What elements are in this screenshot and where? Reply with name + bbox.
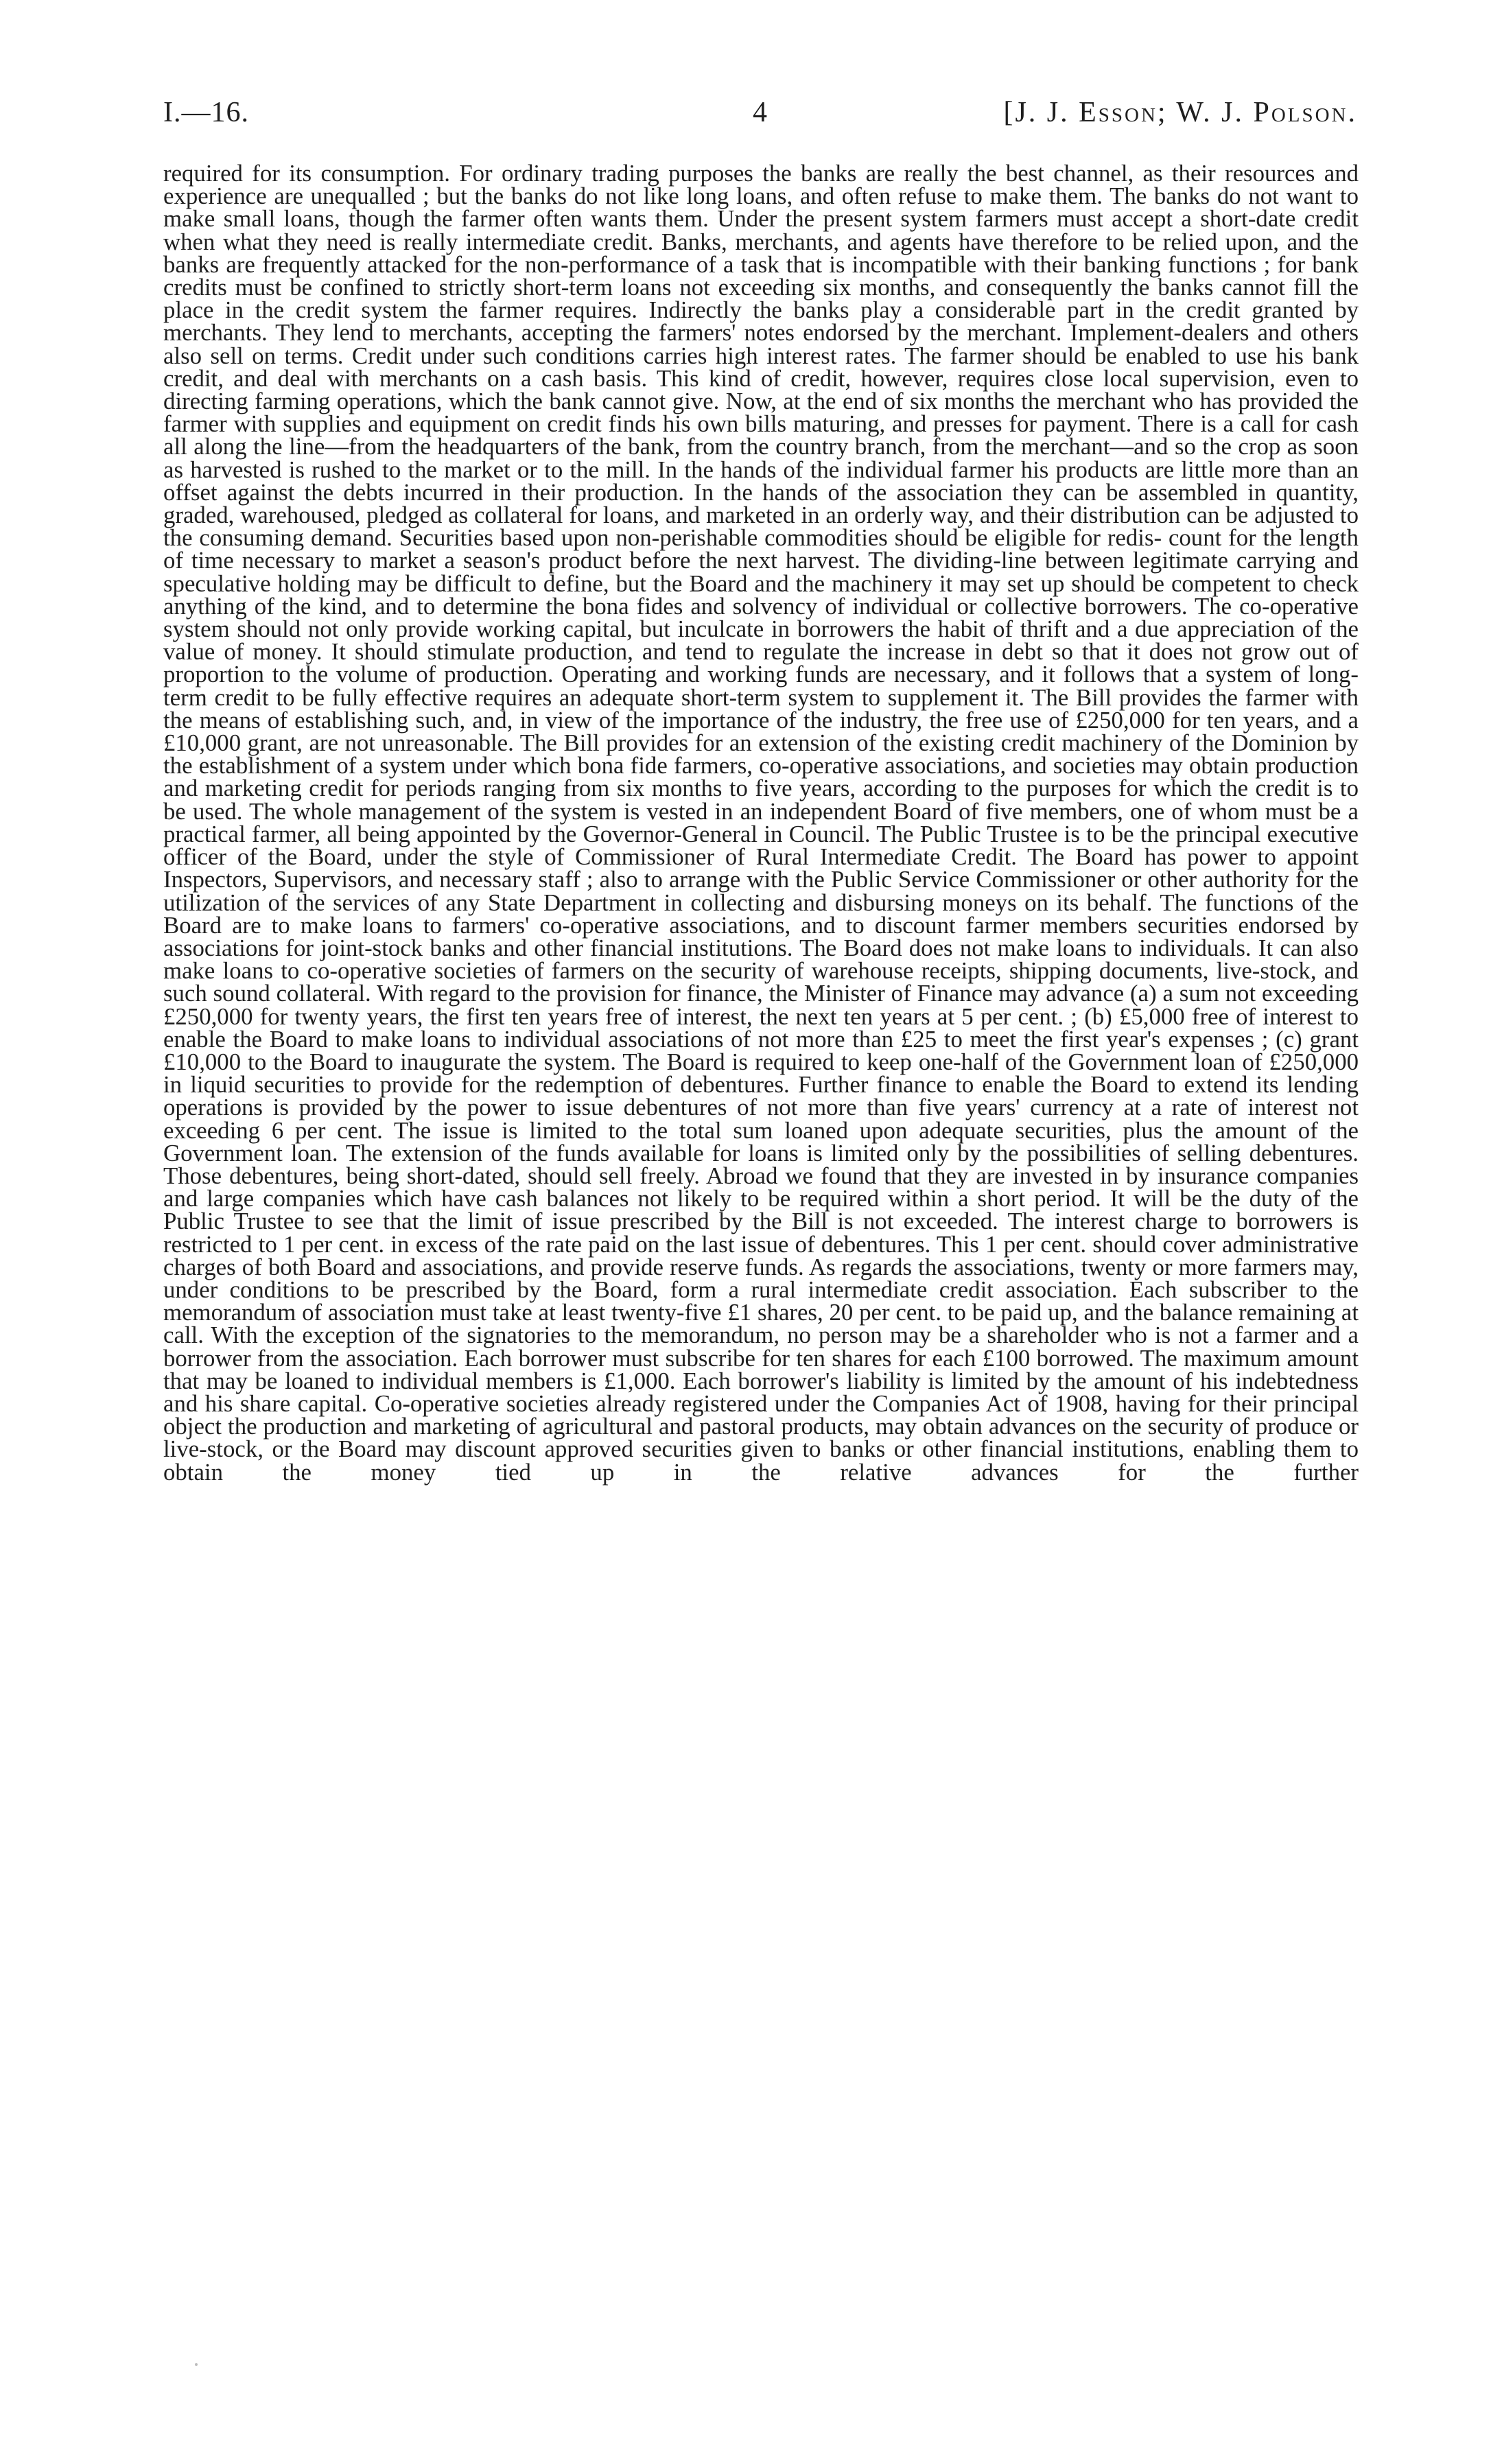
- document-reference: I.—16.: [163, 97, 249, 128]
- page-speck: [195, 2363, 198, 2366]
- page-header: [163, 96, 1357, 137]
- authors: [J. J. Esson; W. J. Polson.: [1003, 97, 1357, 128]
- page-number: 4: [753, 97, 768, 128]
- body-paragraph: required for its consumption. For ordinary trading purposes the banks are really the best channel, as their resources and experience are unequalled ; but the banks do not like long loans, and often refuse to make them. The banks do not want to make small loans, though the farmer often wants them. Under the present system farmers must accept a short-date credit when what they need is really intermediate credit. Banks, merchants, and agents have therefore to be relied upon, and the banks are frequently attacked for the non-performance of a task that is incompatible with their banking functions ; for bank credits must be confined to strictly short-term loans not exceeding six months, and consequently the banks cannot fill the place in the credit system the farmer requires. Indirectly the banks play a considerable part in the credit granted by merchants. They lend to merchants, accepting the farmers' notes endorsed by the merchant. Implement-dealers and others also sell on terms. Credit under such conditions carries high interest rates. The farmer should be enabled to use his bank credit, and deal with merchants on a cash basis. This kind of credit, however, requires close local supervision, even to directing farming operations, which the bank cannot give. Now, at the end of six months the merchant who has provided the farmer with supplies and equipment on credit finds his own bills maturing, and presses for payment. There is a call for cash all along the line—from the headquarters of the bank, from the country branch, from the merchant—and so the crop as soon as harvested is rushed to the market or to the mill. In the hands of the individual farmer his products are little more than an offset against the debts incurred in their production. In the hands of the association they can be assembled in quantity, graded, warehoused, pledged as collateral for loans, and marketed in an orderly way, and their distribution can be adjusted to the consuming demand. Securities based upon non-perishable commodities should be eligible for redis- count for the length of time necessary to market a season's product before the next harvest. The dividing-line between legitimate carrying and speculative holding may be difficult to define, but the Board and the machinery it may set up should be competent to check anything of the kind, and to determine the bona fides and solvency of individual or collective borrowers. The co-operative system should not only provide working capital, but inculcate in borrowers the habit of thrift and a due appreciation of the value of money. It should stimulate production, and tend to regulate the increase in debt so that it does not grow out of proportion to the volume of production. Operating and working funds are necessary, and it follows that a system of long-term credit to be fully effective requires an adequate short-term system to supplement it. The Bill provides the farmer with the means of establishing such, and, in view of the importance of the industry, the free use of £250,000 for ten years, and a £10,000 grant, are not unreasonable. The Bill provides for an extension of the existing credit machinery of the Dominion by the establishment of a system under which bona fide farmers, co-operative associations, and societies may obtain production and marketing credit for periods ranging from six months to five years, according to the purposes for which the credit is to be used. The whole management of the system is vested in an independent Board of five members, one of whom must be a practical farmer, all being appointed by the Governor-General in Council. The Public Trustee is to be the principal executive officer of the Board, under the style of Commissioner of Rural Intermediate Credit. The Board has power to appoint Inspectors, Supervisors, and necessary staff ; also to arrange with the Public Service Commissioner or other authority for the utilization of the services of any State Department in collecting and disbursing moneys on its behalf. The functions of the Board are to make loans to farmers' co-operative associations, and to discount farmer members securities endorsed by associations for joint-stock banks and other financial institutions. The Board does not make loans to individuals. It can also make loans to co-operative societies of farmers on the security of warehouse receipts, shipping documents, live-stock, and such sound collateral. With regard to the provision for finance, the Minister of Finance may advance (a) a sum not exceeding £250,000 for twenty years, the first ten years free of interest, the next ten years at 5 per cent. ; (b) £5,000 free of interest to enable the Board to make loans to individual associations of not more than £25 to meet the first year's expenses ; (c) grant £10,000 to the Board to inaugurate the system. The Board is required to keep one-half of the Government loan of £250,000 in liquid securities to provide for the redemption of debentures. Further finance to enable the Board to extend its lending operations is provided by the power to issue debentures of not more than five years' currency at a rate of interest not exceeding 6 per cent. The issue is limited to the total sum loaned upon adequate securities, plus the amount of the Government loan. The extension of the funds available for loans is limited only by the possibilities of selling debentures. Those debentures, being short-dated, should sell freely. Abroad we found that they are invested in by insurance companies and large companies which have cash balances not likely to be required within a short period. It will be the duty of the Public Trustee to see that the limit of issue prescribed by the Bill is not exceeded. The interest charge to borrowers is restricted to 1 per cent. in excess of the rate paid on the last issue of debentures. This 1 per cent. should cover administrative charges of both Board and associations, and provide reserve funds. As regards the associations, twenty or more farmers may, under conditions to be prescribed by the Board, form a rural intermediate credit association. Each subscriber to the memorandum of association must take at least twenty-five £1 shares, 20 per cent. to be paid up, and the balance remaining at call. With the exception of the signatories to the memorandum, no person may be a shareholder who is not a farmer and a borrower from the association. Each borrower must subscribe for ten shares for each £100 borrowed. The maximum amount that may be loaned to individual members is £1,000. Each borrower's liability is limited by the amount of his indebtedness and his share capital. Co-operative societies already registered under the Companies Act of 1908, having for their principal object the production and marketing of agricultural and pastoral products, may obtain advances on the security of produce or live-stock, or the Board may discount approved securities given to banks or other financial institutions, enabling them to obtain the money tied up in the relative advances for the further: [163, 160, 1359, 1486]
